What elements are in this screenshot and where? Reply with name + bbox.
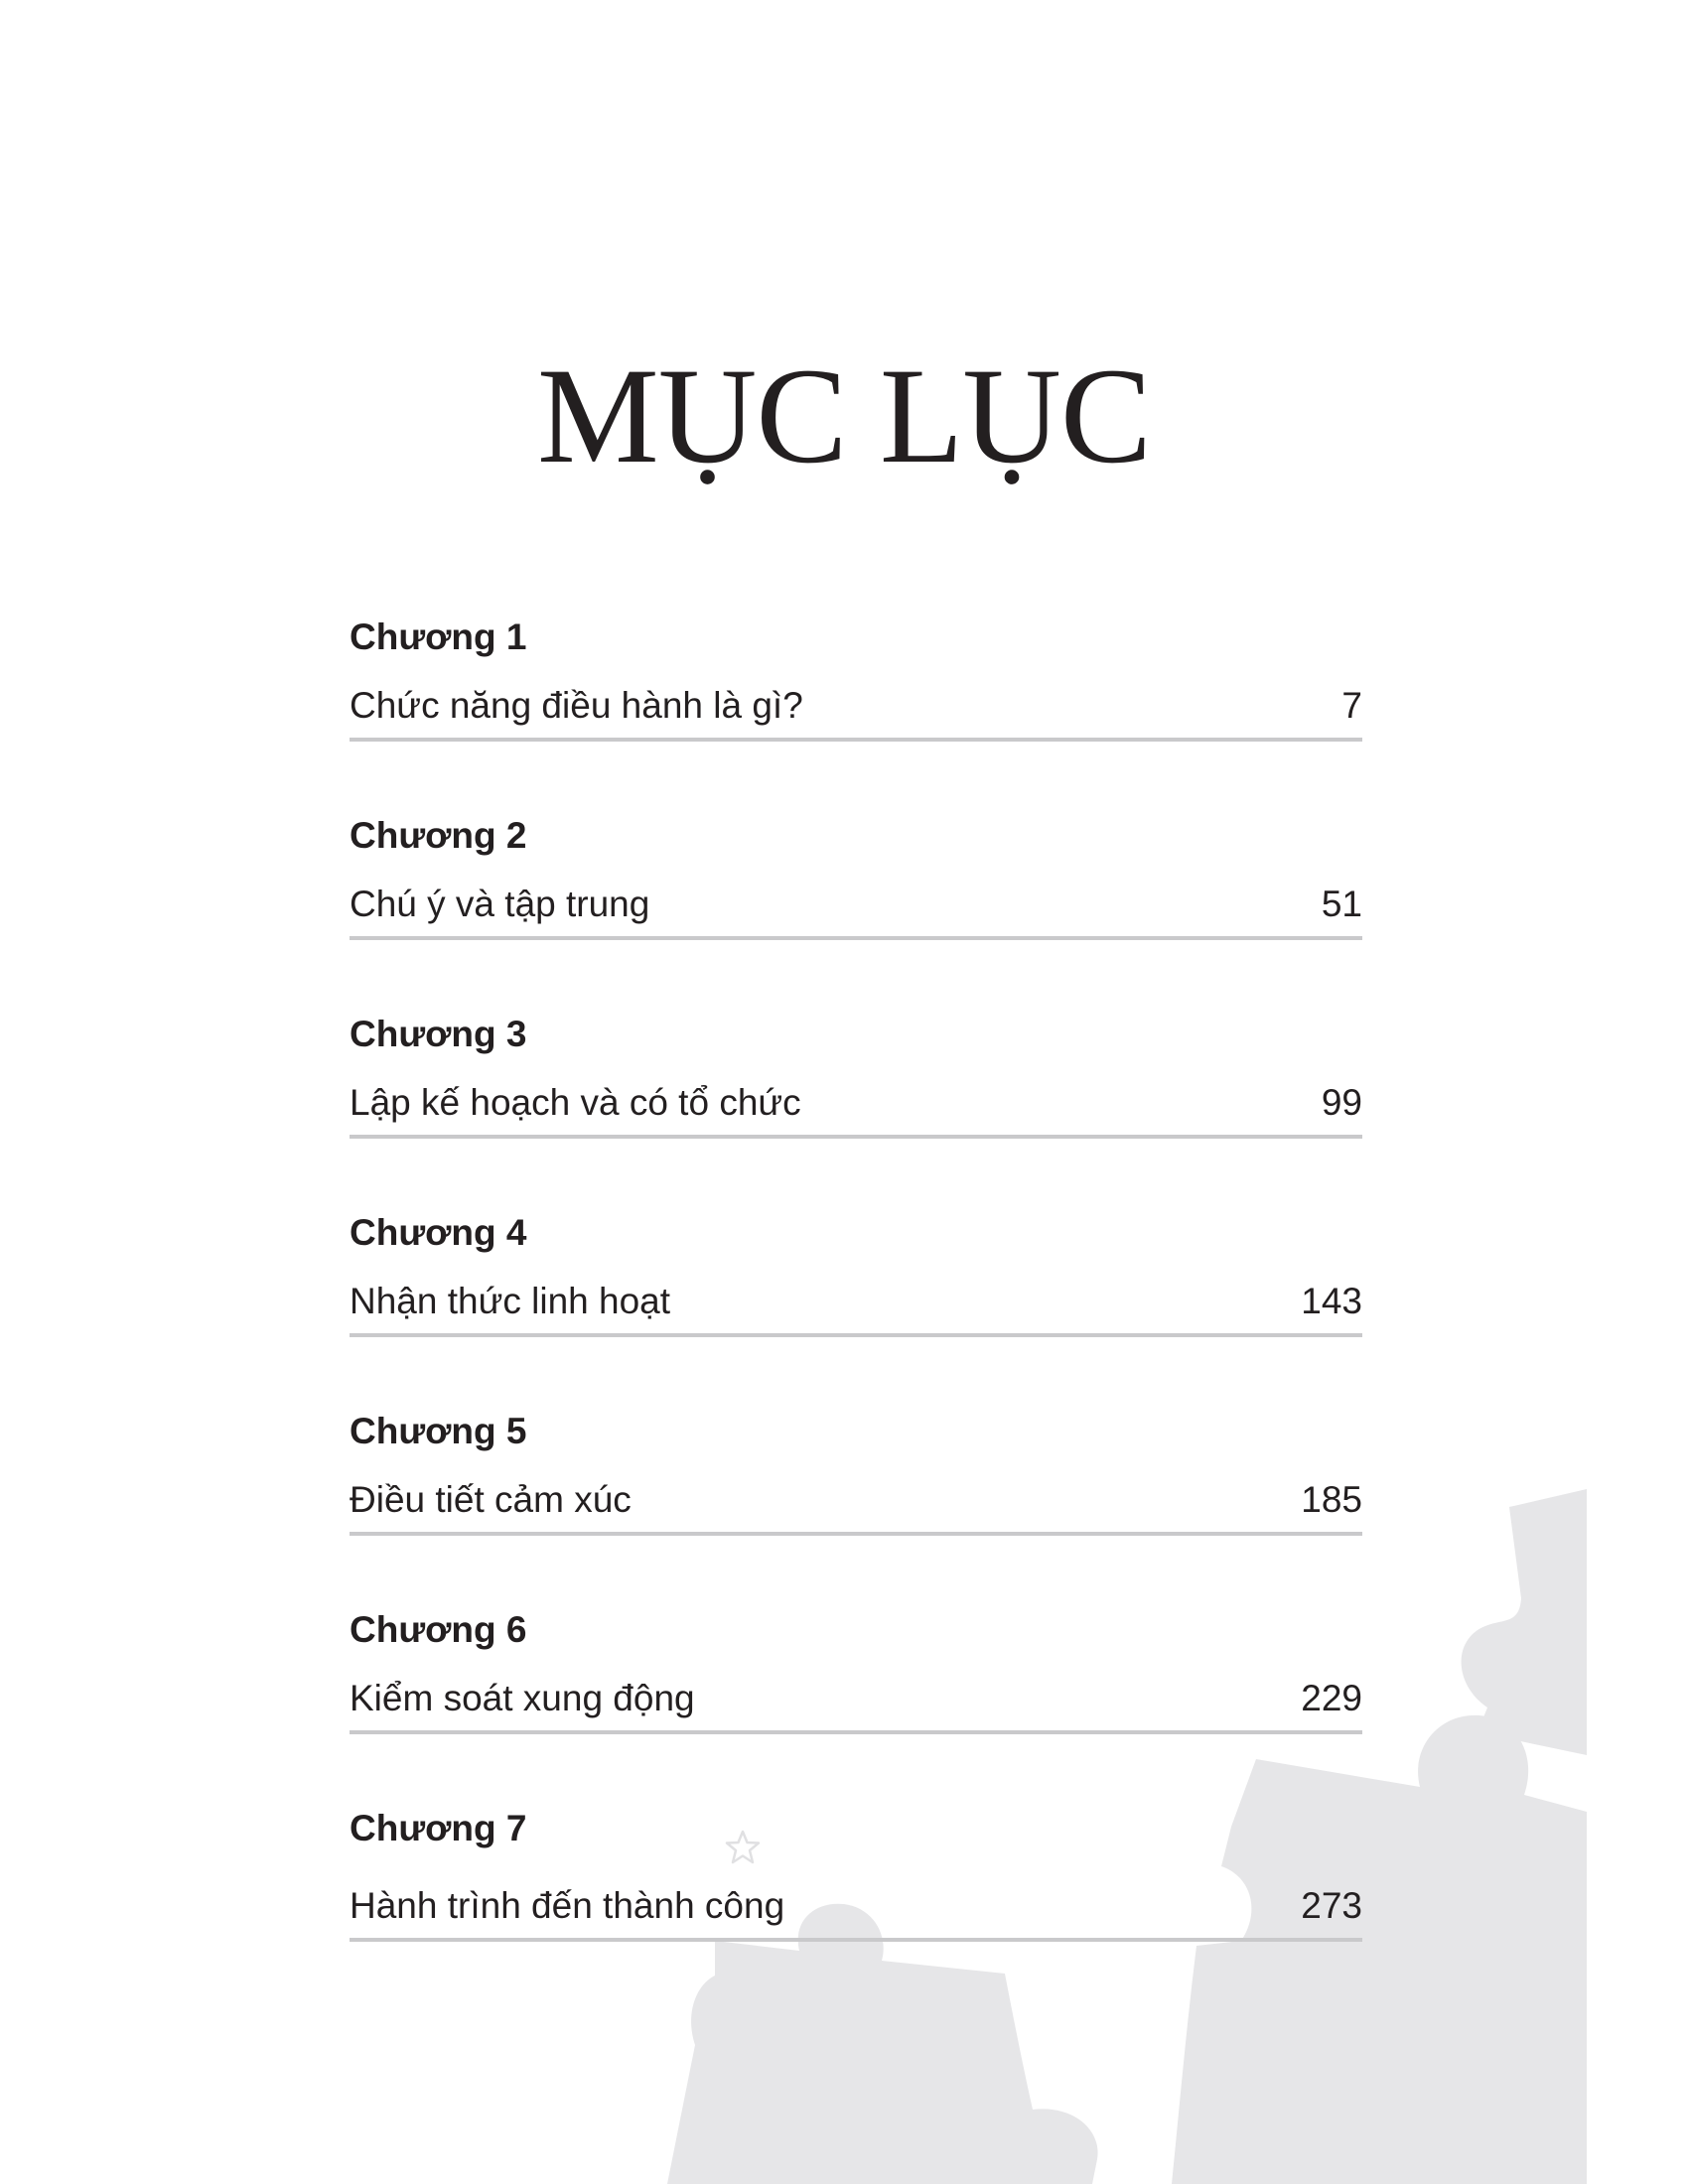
page-number: 229 bbox=[1301, 1678, 1362, 1718]
chapter-label: Chương 6 bbox=[350, 1609, 527, 1650]
table-of-contents bbox=[350, 614, 1362, 2003]
chapter-title: Chú ý và tập trung bbox=[350, 884, 650, 924]
page-number: 99 bbox=[1321, 1082, 1362, 1123]
toc-row bbox=[350, 1079, 1362, 1139]
page-number: 273 bbox=[1301, 1885, 1362, 1926]
page-number: 185 bbox=[1301, 1479, 1362, 1520]
chapter-label: Chương 2 bbox=[350, 815, 527, 856]
toc-entry-6[interactable] bbox=[350, 1606, 1362, 1805]
toc-row bbox=[350, 1278, 1362, 1337]
chapter-title: Kiểm soát xung động bbox=[350, 1678, 695, 1718]
chapter-label: Chương 4 bbox=[350, 1212, 527, 1253]
chapter-label: Chương 1 bbox=[350, 616, 527, 657]
chapter-title: Hành trình đến thành công bbox=[350, 1885, 785, 1926]
page-title: MỤC LỤC bbox=[537, 340, 1151, 491]
chapter-title: Điều tiết cảm xúc bbox=[350, 1479, 632, 1520]
toc-row bbox=[350, 1882, 1362, 1942]
toc-row bbox=[350, 1675, 1362, 1734]
page-number: 51 bbox=[1321, 884, 1362, 924]
toc-entry-4[interactable] bbox=[350, 1209, 1362, 1408]
chapter-label: Chương 3 bbox=[350, 1014, 527, 1054]
chapter-title: Chức năng điều hành là gì? bbox=[350, 685, 803, 726]
page-number: 143 bbox=[1301, 1281, 1362, 1321]
chapter-title: Nhận thức linh hoạt bbox=[350, 1281, 671, 1321]
toc-row bbox=[350, 881, 1362, 940]
chapter-label: Chương 5 bbox=[350, 1411, 527, 1451]
toc-entry-7[interactable] bbox=[350, 1805, 1362, 2003]
toc-entry-3[interactable] bbox=[350, 1011, 1362, 1209]
chapter-title: Lập kế hoạch và có tổ chức bbox=[350, 1082, 801, 1123]
page-number: 7 bbox=[1341, 685, 1362, 726]
chapter-label: Chương 7 bbox=[350, 1808, 527, 1848]
puzzle-piece-icon bbox=[1462, 1489, 1587, 1755]
toc-row bbox=[350, 682, 1362, 742]
toc-entry-2[interactable] bbox=[350, 812, 1362, 1011]
toc-entry-1[interactable] bbox=[350, 614, 1362, 812]
toc-entry-5[interactable] bbox=[350, 1408, 1362, 1606]
toc-row bbox=[350, 1476, 1362, 1536]
